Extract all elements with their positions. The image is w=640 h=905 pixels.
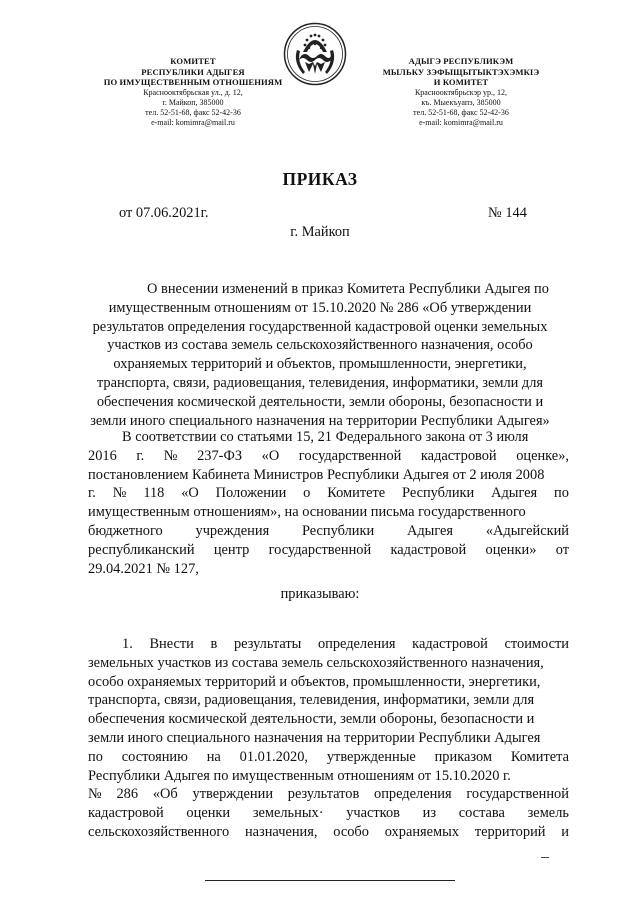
document-title: ПРИКАЗ bbox=[282, 169, 358, 189]
word: № bbox=[163, 447, 178, 464]
word: бюджетного bbox=[88, 523, 163, 539]
email-line: e-mail: komimra@mail.ru bbox=[151, 117, 235, 127]
word: 2016 bbox=[88, 447, 117, 464]
word: земель bbox=[527, 805, 569, 822]
word: 237-ФЗ bbox=[197, 447, 243, 464]
word: государственной bbox=[298, 447, 402, 464]
word: 1. bbox=[122, 636, 133, 652]
item-1-line bbox=[88, 710, 569, 729]
preamble-line bbox=[88, 560, 569, 579]
word: Комитета bbox=[510, 748, 569, 765]
address-city: г. Майкоп, 385000 bbox=[162, 97, 224, 107]
word: земли иного специального назначения на территории Республики Адыгея bbox=[88, 730, 541, 746]
address-line: Краснооктябрьскэр ур., 12, bbox=[414, 87, 508, 97]
item-1-line bbox=[88, 673, 569, 692]
word: утверждении bbox=[192, 786, 274, 803]
word: назначения, bbox=[244, 824, 318, 840]
subject-line: транспорта, связи, радиовещания, телевидения, информатики, земли для bbox=[96, 375, 544, 391]
preamble-line bbox=[88, 503, 569, 522]
word: Положении bbox=[215, 485, 287, 502]
word: 286 bbox=[116, 786, 139, 803]
header-left bbox=[84, 56, 302, 128]
word: земельных участков из состава земель сельскохозяйственного назначения, bbox=[88, 654, 544, 671]
word: Адыгея bbox=[406, 523, 454, 539]
address-city: къ. Мыекъуапэ, 385000 bbox=[421, 97, 501, 107]
word: имущественным отношениям», на основании письма государственного bbox=[88, 504, 526, 521]
word: о bbox=[303, 485, 311, 502]
word: приказом bbox=[434, 748, 492, 765]
word: по bbox=[554, 485, 569, 502]
preamble-line bbox=[88, 447, 569, 466]
word: В соответствии со статьями 15, 21 Федерального закона от 3 июля bbox=[122, 429, 529, 445]
word: Адыгея bbox=[491, 485, 538, 502]
word: г. bbox=[136, 447, 145, 464]
word: оценки» bbox=[485, 541, 537, 558]
word: обеспечения космической деятельности, земли обороны, безопасности и bbox=[88, 711, 535, 728]
document-number: № 144 bbox=[488, 205, 527, 221]
word: стоимости bbox=[504, 636, 569, 652]
word: территорий bbox=[474, 824, 546, 840]
org-name-line: РЕСПУБЛИКИ АДЫГЕЯ bbox=[141, 66, 245, 77]
item-1-line bbox=[88, 748, 569, 767]
document-city: г. Майкоп bbox=[290, 224, 350, 240]
word: результатов bbox=[287, 786, 360, 803]
item-1-line bbox=[88, 654, 569, 673]
word: постановлением Кабинета Министров Республики Адыгея от 2 июля 2008 bbox=[88, 466, 545, 483]
subject-line: результатов определения государственной кадастровой оценки земельных bbox=[92, 318, 548, 335]
order-word: приказываю: bbox=[280, 586, 360, 602]
org-name-line: ПО ИМУЩЕСТВЕННЫМ ОТНОШЕНИЯМ bbox=[103, 77, 283, 88]
coat-of-arms-emblem bbox=[283, 22, 347, 86]
word: по bbox=[88, 748, 103, 765]
word: учреждения bbox=[195, 523, 270, 539]
item-1-line bbox=[88, 785, 569, 804]
item-1-line bbox=[88, 804, 569, 823]
email-line: e-mail: komimra@mail.ru bbox=[419, 117, 503, 127]
word: охраняемых bbox=[384, 824, 460, 840]
word: «Адыгейский bbox=[485, 523, 569, 539]
word: 01.01.2020, bbox=[239, 748, 309, 765]
item-1-line bbox=[88, 691, 569, 710]
word: от bbox=[555, 541, 569, 558]
word: № bbox=[88, 786, 102, 803]
word: оценке», bbox=[516, 447, 569, 464]
header-right bbox=[376, 56, 546, 128]
org-name-line: КОМИТЕТ bbox=[170, 56, 216, 66]
word: кадастровой bbox=[390, 541, 467, 558]
word: Комитете bbox=[327, 485, 386, 502]
preamble-line bbox=[88, 484, 569, 503]
item-1-line bbox=[88, 729, 569, 748]
subject-line: охраняемых территорий и объектов, промышленности, энергетики, bbox=[113, 356, 527, 373]
word: определения bbox=[317, 636, 396, 652]
item-1-line bbox=[122, 635, 569, 654]
address-line: Краснооктябрьская ул., д. 12, bbox=[143, 87, 243, 97]
word: оценки bbox=[186, 805, 231, 822]
word: на bbox=[206, 748, 221, 765]
word: «О bbox=[181, 485, 199, 502]
org-name-line: МЫЛЬКУ ЗЭФЫЩЫТЫКТЭХЭМКIЭ bbox=[382, 66, 540, 77]
word: кадастровой bbox=[420, 447, 497, 464]
word: государственной bbox=[268, 541, 372, 558]
preamble-line bbox=[88, 541, 569, 560]
org-name-line: АДЫГЭ РЕСПУБЛИКЭМ bbox=[408, 56, 514, 66]
word: состоянию bbox=[121, 748, 188, 765]
word: кадастровой bbox=[412, 636, 488, 652]
word: и bbox=[561, 824, 569, 840]
item-1-line bbox=[88, 767, 569, 786]
word: кадастровой bbox=[88, 805, 164, 822]
footer-rule bbox=[205, 880, 455, 881]
word: особо bbox=[333, 824, 369, 840]
word: из bbox=[422, 805, 437, 822]
word: республиканский bbox=[88, 541, 195, 558]
word: земельных· bbox=[252, 805, 324, 822]
subject-line: О внесении изменений в приказ Комитета Республики Адыгея по bbox=[147, 281, 549, 297]
word: участков bbox=[346, 805, 400, 822]
word: Республики bbox=[301, 523, 375, 539]
preamble-line bbox=[88, 466, 569, 485]
word: центр bbox=[213, 541, 250, 558]
word: Республики bbox=[402, 485, 475, 502]
word: Республики Адыгея по имущественным отношениям от 15.10.2020 г. bbox=[88, 767, 511, 784]
subject-line: земли иного специального назначения на территории Республики Адыгея» bbox=[90, 412, 550, 429]
preamble-line bbox=[88, 522, 569, 541]
word: г. bbox=[88, 485, 96, 502]
word: состава bbox=[458, 805, 505, 822]
phone-line: тел. 52-51-68, факс 52-42-36 bbox=[145, 107, 241, 117]
word: определения bbox=[374, 786, 452, 803]
preamble-line bbox=[122, 428, 569, 447]
word: № bbox=[112, 485, 127, 502]
word: особо охраняемых территорий и объектов, промышленности, энергетики, bbox=[88, 673, 541, 690]
document-date: от 07.06.2021г. bbox=[119, 205, 209, 221]
subject-line: обеспечения космической деятельности, земли обороны, безопасности и bbox=[96, 393, 544, 410]
footer-mark bbox=[541, 857, 549, 858]
word: «Об bbox=[152, 786, 178, 803]
phone-line: тел. 52-51-68, факс 52-42-36 bbox=[413, 107, 509, 117]
word: в bbox=[210, 636, 218, 652]
word: Внести bbox=[149, 636, 194, 652]
item-1-line bbox=[88, 823, 569, 842]
word: транспорта, связи, радиовещания, телевидения, информатики, земли для bbox=[88, 692, 535, 709]
word: 29.04.2021 № 127, bbox=[88, 560, 199, 577]
subject-line: имущественным отношениям от 15.10.2020 № 286 «Об утверждении bbox=[108, 299, 532, 316]
word: «О bbox=[261, 447, 280, 464]
org-name-line: И КОМИТЕТ bbox=[433, 77, 489, 88]
word: сельскохозяйственного bbox=[88, 824, 230, 840]
subject-line: участков из состава земель сельскохозяйственного назначения, особо bbox=[107, 337, 533, 354]
word: 118 bbox=[143, 485, 165, 502]
word: государственной bbox=[466, 786, 569, 803]
word: результаты bbox=[233, 636, 302, 652]
word: утвержденные bbox=[326, 748, 416, 765]
